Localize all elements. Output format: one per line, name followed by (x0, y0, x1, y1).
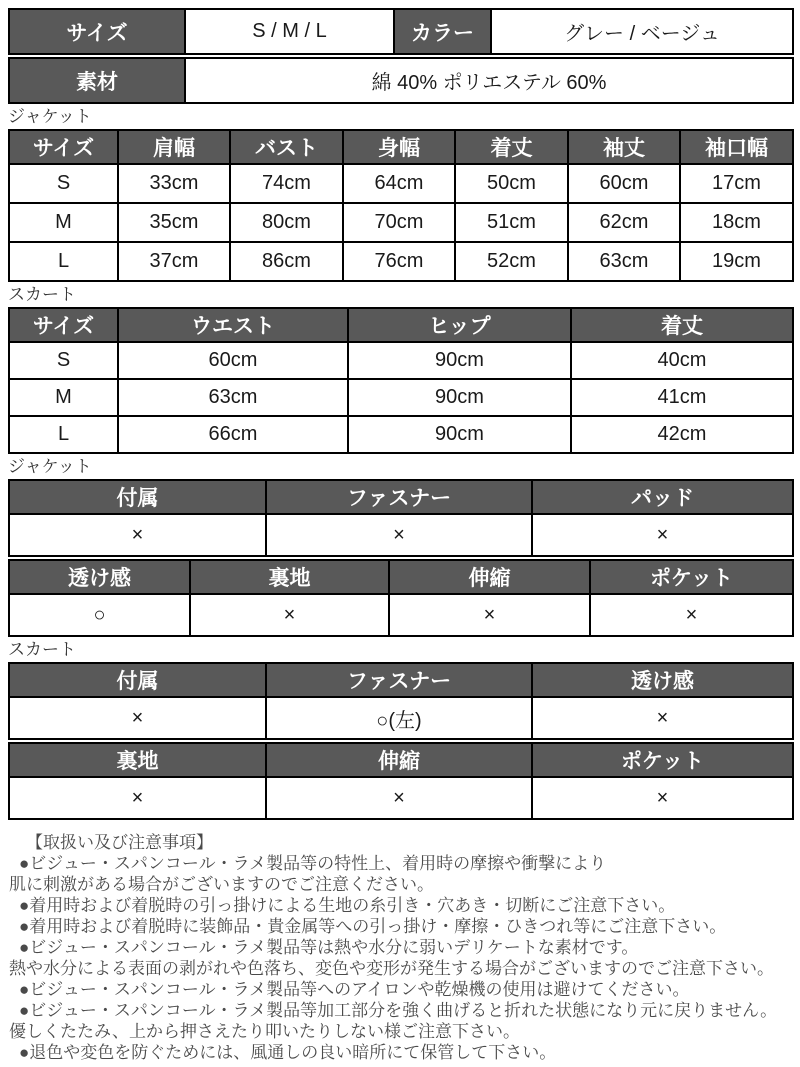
skirt-attr-section-label: スカート (8, 640, 76, 659)
table-cell: 86cm (230, 242, 343, 281)
skirt-size-table (8, 307, 794, 454)
table-cell: 76cm (343, 242, 455, 281)
table-cell: 51cm (455, 203, 568, 242)
table-cell: ○(左) (266, 697, 532, 739)
column-header: 着丈 (455, 130, 568, 164)
column-header: ヒップ (348, 308, 571, 342)
table-header-row (9, 663, 793, 697)
table-cell: 90cm (348, 342, 571, 379)
column-header: 袖口幅 (680, 130, 793, 164)
column-header: ポケット (590, 560, 793, 594)
table-row (9, 9, 793, 54)
note-line: ●ビジュー・スパンコール・ラメ製品等は熱や水分に弱いデリケートな素材です。 (19, 938, 639, 957)
note-line: ●ビジュー・スパンコール・ラメ製品等の特性上、着用時の摩擦や衝撃により (19, 854, 607, 873)
notes-title: 【取扱い及び注意事項】 (26, 833, 213, 852)
table-cell: S (9, 342, 118, 379)
note-line: ●退色や変色を防ぐためには、風通しの良い暗所にて保管して下さい。 (19, 1043, 557, 1062)
table-row (9, 342, 793, 379)
column-header: 袖丈 (568, 130, 680, 164)
note-line: ●ビジュー・スパンコール・ラメ製品等加工部分を強く曲げると折れた状態になり元に戻りません。 (19, 1001, 778, 1020)
note-line: 熱や水分による表面の剥がれや色落ち、変色や変形が発生する場合がございますのでご注意下さい。 (9, 959, 774, 978)
color-header: カラー (394, 9, 491, 54)
column-header: ファスナー (266, 663, 532, 697)
table-row (9, 594, 793, 636)
column-header: 着丈 (571, 308, 793, 342)
table-cell: 52cm (455, 242, 568, 281)
column-header: パッド (532, 480, 793, 514)
table-cell: × (9, 777, 266, 819)
table-cell: 42cm (571, 416, 793, 453)
table-cell: S (9, 164, 118, 203)
table-cell: 70cm (343, 203, 455, 242)
table-cell: 66cm (118, 416, 348, 453)
column-header: 裏地 (9, 743, 266, 777)
note-line: ●着用時および着脱時に装飾品・貴金属等への引っ掛け・摩擦・ひきつれ等にご注意下さい。 (19, 917, 727, 936)
column-header: 透け感 (9, 560, 190, 594)
size-value: S / M / L (185, 9, 394, 54)
table-cell: × (389, 594, 590, 636)
table-row (9, 777, 793, 819)
material-value: 綿 40% ポリエステル 60% (185, 58, 793, 103)
jacket-attr-table-1 (8, 479, 794, 557)
column-header: サイズ (9, 130, 118, 164)
table-cell: 90cm (348, 379, 571, 416)
table-header-row (9, 480, 793, 514)
column-header: バスト (230, 130, 343, 164)
table-cell: 17cm (680, 164, 793, 203)
table-row (9, 58, 793, 103)
skirt-size-section-label: スカート (8, 285, 76, 304)
color-value: グレー / ベージュ (491, 9, 793, 54)
table-cell: 33cm (118, 164, 230, 203)
column-header: 付属 (9, 480, 266, 514)
column-header: 裏地 (190, 560, 389, 594)
table-cell: 74cm (230, 164, 343, 203)
note-line: 優しくたたみ、上から押さえたり叩いたりしない様ご注意下さい。 (9, 1022, 521, 1041)
column-header: ポケット (532, 743, 793, 777)
column-header: 付属 (9, 663, 266, 697)
table-cell: × (532, 514, 793, 556)
table-cell: 60cm (118, 342, 348, 379)
table-cell: 40cm (571, 342, 793, 379)
note-line: 肌に刺激がある場合がございますのでご注意ください。 (9, 875, 434, 894)
table-cell: × (266, 777, 532, 819)
note-line: ●ビジュー・スパンコール・ラメ製品等へのアイロンや乾燥機の使用は避けてください。 (19, 980, 690, 999)
table-cell: 41cm (571, 379, 793, 416)
column-header: 伸縮 (389, 560, 590, 594)
table-cell: 35cm (118, 203, 230, 242)
table-header-row (9, 560, 793, 594)
skirt-attr-table-2 (8, 742, 794, 820)
table-row (9, 514, 793, 556)
table-cell: 62cm (568, 203, 680, 242)
table-cell: 90cm (348, 416, 571, 453)
column-header: ウエスト (118, 308, 348, 342)
skirt-attr-table-1 (8, 662, 794, 740)
jacket-size-section-label: ジャケット (8, 107, 92, 126)
table-cell: 37cm (118, 242, 230, 281)
table-cell: 80cm (230, 203, 343, 242)
table-cell: × (266, 514, 532, 556)
jacket-attr-table-2 (8, 559, 794, 637)
table-header-row (9, 743, 793, 777)
table-cell: M (9, 203, 118, 242)
table-cell: L (9, 242, 118, 281)
table-cell: 63cm (568, 242, 680, 281)
size-header: サイズ (9, 9, 185, 54)
table-row (9, 379, 793, 416)
column-header: サイズ (9, 308, 118, 342)
table-cell: ○ (9, 594, 190, 636)
column-header: 身幅 (343, 130, 455, 164)
table-cell: × (532, 777, 793, 819)
table-cell: 64cm (343, 164, 455, 203)
table-cell: M (9, 379, 118, 416)
table-cell: × (590, 594, 793, 636)
table-cell: 63cm (118, 379, 348, 416)
table-cell: × (190, 594, 389, 636)
table-header-row (9, 130, 793, 164)
size-color-table (8, 8, 794, 55)
table-cell: L (9, 416, 118, 453)
table-cell: 19cm (680, 242, 793, 281)
table-row (9, 203, 793, 242)
table-cell: 50cm (455, 164, 568, 203)
table-cell: × (9, 514, 266, 556)
column-header: 透け感 (532, 663, 793, 697)
column-header: 肩幅 (118, 130, 230, 164)
note-line: ●着用時および着脱時の引っ掛けによる生地の糸引き・穴あき・切断にご注意下さい。 (19, 896, 676, 915)
table-cell: 18cm (680, 203, 793, 242)
table-row (9, 242, 793, 281)
column-header: ファスナー (266, 480, 532, 514)
table-row (9, 164, 793, 203)
table-header-row (9, 308, 793, 342)
jacket-size-table (8, 129, 794, 282)
jacket-attr-section-label: ジャケット (8, 457, 92, 476)
column-header: 伸縮 (266, 743, 532, 777)
material-header: 素材 (9, 58, 185, 103)
table-row (9, 697, 793, 739)
material-table (8, 57, 794, 104)
table-cell: × (9, 697, 266, 739)
table-row (9, 416, 793, 453)
table-cell: 60cm (568, 164, 680, 203)
care-notes (8, 832, 792, 1063)
table-cell: × (532, 697, 793, 739)
